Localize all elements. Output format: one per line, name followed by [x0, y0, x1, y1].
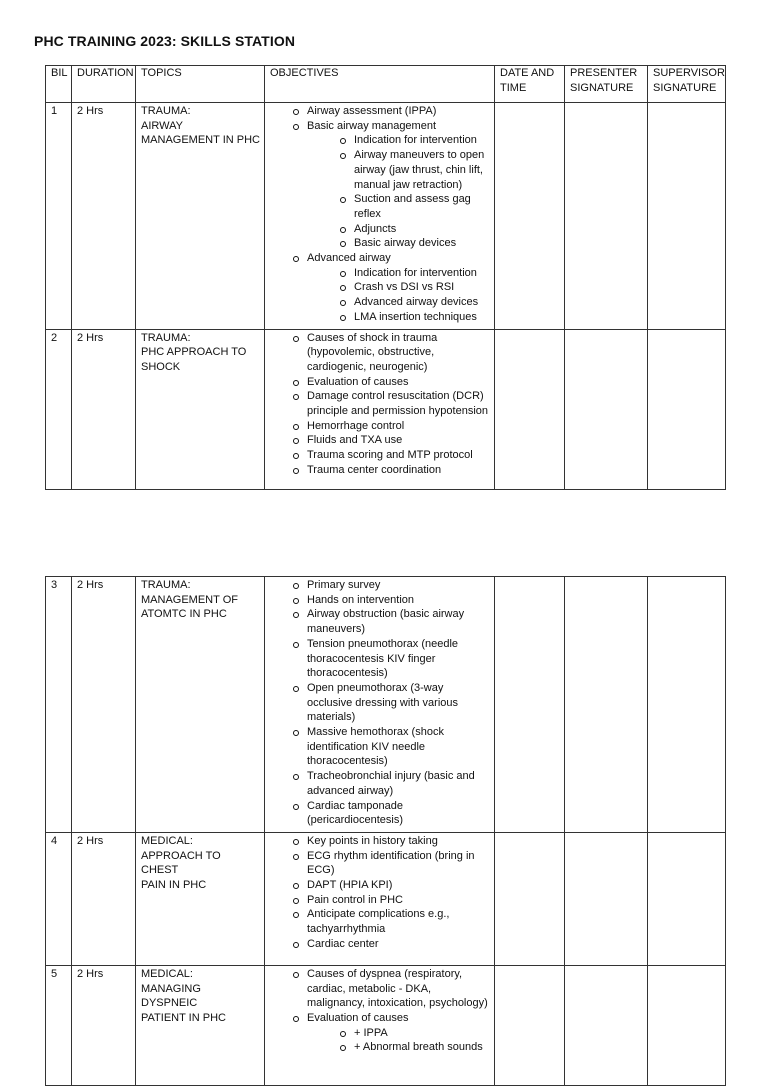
cell-objectives — [265, 577, 495, 833]
cell-topic — [136, 103, 265, 330]
objective-item: Primary survey — [293, 578, 490, 593]
topic-line: TRAUMA: — [141, 105, 191, 117]
cell-duration: 2 Hrs — [72, 965, 136, 1085]
objective-item: Cardiac tamponade (pericardiocentesis) — [293, 799, 490, 828]
objective-item — [293, 1011, 490, 1055]
cell-date-time[interactable] — [495, 832, 565, 965]
header-objectives: OBJECTIVES — [265, 66, 495, 103]
header-supervisor-line: SUPERVISOR — [653, 67, 725, 79]
topic-line: MANAGING DYSPNEIC — [141, 982, 201, 1010]
sub-objective-item: Indication for intervention — [340, 266, 490, 281]
topic-line: MANAGEMENT OF — [141, 593, 238, 606]
cell-objectives — [265, 329, 495, 489]
header-date-time-line: DATE AND — [500, 67, 555, 79]
cell-topic — [136, 577, 265, 833]
objective-list — [270, 967, 490, 1055]
header-supervisor-line: SIGNATURE — [653, 81, 717, 94]
topic-line: ATOMTC IN PHC — [141, 608, 227, 621]
cell-supervisor-signature[interactable] — [648, 329, 726, 489]
cell-supervisor-signature[interactable] — [648, 832, 726, 965]
cell-date-time[interactable] — [495, 103, 565, 330]
sub-objective-item: Basic airway devices — [340, 236, 490, 251]
cell-presenter-signature[interactable] — [565, 329, 648, 489]
objective-list — [270, 331, 490, 478]
header-date-time-line: TIME — [500, 81, 527, 94]
objective-item: Massive hemothorax (shock identification KIV needle thoracocentesis) — [293, 725, 490, 769]
cell-bil: 3 — [46, 577, 72, 833]
cell-presenter-signature[interactable] — [565, 577, 648, 833]
cell-date-time[interactable] — [495, 577, 565, 833]
sub-objective-item: LMA insertion techniques — [340, 310, 490, 325]
objective-item: Open pneumothorax (3-way occlusive dressing with various materials) — [293, 681, 490, 725]
table-row — [46, 577, 726, 833]
sub-objective-item: Airway maneuvers to open airway (jaw thrust, chin lift, manual jaw retraction) — [340, 148, 490, 192]
cell-date-time[interactable] — [495, 965, 565, 1085]
sub-objective-item: Suction and assess gag reflex — [340, 192, 490, 221]
cell-presenter-signature[interactable] — [565, 103, 648, 330]
header-presenter-signature — [565, 66, 648, 103]
sub-objective-item: Indication for intervention — [340, 133, 490, 148]
header-presenter-line: PRESENTER — [570, 67, 638, 79]
topic-line: AIRWAY — [141, 119, 183, 132]
topic-line: APPROACH TO CHEST — [141, 849, 221, 877]
objective-item — [293, 251, 490, 325]
objective-item: Hands on intervention — [293, 593, 490, 608]
cell-bil: 4 — [46, 832, 72, 965]
cell-objectives — [265, 965, 495, 1085]
objective-item: Hemorrhage control — [293, 419, 490, 434]
objective-item: Trauma scoring and MTP protocol — [293, 448, 490, 463]
cell-topic — [136, 329, 265, 489]
cell-duration: 2 Hrs — [72, 577, 136, 833]
header-date-time — [495, 66, 565, 103]
cell-topic — [136, 965, 265, 1085]
objective-item: DAPT (HPIA KPI) — [293, 878, 490, 893]
cell-duration: 2 Hrs — [72, 329, 136, 489]
cell-objectives — [265, 103, 495, 330]
objective-item: Causes of dyspnea (respiratory, cardiac, metabolic - DKA, malignancy, intoxication, psychology) — [293, 967, 490, 1011]
header-bil: BIL — [46, 66, 72, 103]
cell-duration: 2 Hrs — [72, 832, 136, 965]
objective-item: Damage control resuscitation (DCR) principle and permission hypotension — [293, 389, 490, 418]
topic-line: TRAUMA: — [141, 579, 191, 591]
sub-objective-item: Adjuncts — [340, 222, 490, 237]
sub-objective-list — [307, 266, 490, 325]
cell-presenter-signature[interactable] — [565, 832, 648, 965]
sub-objective-list — [307, 1026, 490, 1055]
cell-duration: 2 Hrs — [72, 103, 136, 330]
objective-item — [293, 104, 490, 119]
cell-bil: 1 — [46, 103, 72, 330]
objective-item: ECG rhythm identification (bring in ECG) — [293, 849, 490, 878]
table-row — [46, 965, 726, 1085]
cell-bil: 2 — [46, 329, 72, 489]
objective-list — [270, 834, 490, 952]
objective-item — [293, 119, 490, 251]
objective-item: Key points in history taking — [293, 834, 490, 849]
header-supervisor-signature — [648, 66, 726, 103]
topic-line: PATIENT IN PHC — [141, 1012, 226, 1025]
objective-list — [270, 104, 490, 325]
topic-line: MEDICAL: — [141, 967, 193, 980]
cell-date-time[interactable] — [495, 329, 565, 489]
objective-item: Evaluation of causes — [293, 375, 490, 390]
objective-item: Tension pneumothorax (needle thoracocentesis KIV finger thoracocentesis) — [293, 637, 490, 681]
topic-line: PAIN IN PHC — [141, 879, 207, 892]
topic-line: MANAGEMENT IN PHC — [141, 134, 260, 147]
objective-item: Cardiac center — [293, 937, 490, 952]
document-title: PHC TRAINING 2023: SKILLS STATION — [34, 33, 296, 49]
objective-item: Causes of shock in trauma (hypovolemic, obstructive, cardiogenic, neurogenic) — [293, 331, 490, 375]
cell-topic — [136, 832, 265, 965]
objective-item: Tracheobronchial injury (basic and advanced airway) — [293, 769, 490, 798]
sub-objective-item: + Abnormal breath sounds — [340, 1040, 490, 1055]
objective-item: Fluids and TXA use — [293, 433, 490, 448]
topic-line: TRAUMA: — [141, 331, 191, 344]
objective-text: Advanced airway — [307, 252, 391, 265]
objective-text: Airway assessment (IPPA) — [307, 105, 437, 117]
sub-objective-item: Advanced airway devices — [340, 295, 490, 310]
objective-item: Airway obstruction (basic airway maneuvers) — [293, 607, 490, 636]
cell-objectives — [265, 832, 495, 965]
sub-objective-item: + IPPA — [340, 1026, 490, 1041]
objective-item: Trauma center coordination — [293, 463, 490, 478]
table-row — [46, 832, 726, 965]
topic-line: MEDICAL: — [141, 834, 193, 847]
cell-supervisor-signature[interactable] — [648, 577, 726, 833]
cell-supervisor-signature[interactable] — [648, 965, 726, 1085]
sub-objective-item: Crash vs DSI vs RSI — [340, 280, 490, 295]
objective-item: Anticipate complications e.g., tachyarrhythmia — [293, 907, 490, 936]
topic-line: PHC APPROACH TO — [141, 346, 247, 359]
table-header-row — [46, 66, 726, 103]
header-topics: TOPICS — [136, 66, 265, 103]
objective-list — [270, 578, 490, 828]
cell-presenter-signature[interactable] — [565, 965, 648, 1085]
table-row — [46, 329, 726, 489]
objective-item: Pain control in PHC — [293, 893, 490, 908]
skills-station-table — [45, 65, 726, 490]
table-row — [46, 103, 726, 330]
header-duration: DURATION — [72, 66, 136, 103]
objective-text: Basic airway management — [307, 119, 437, 132]
cell-supervisor-signature[interactable] — [648, 103, 726, 330]
topic-line: SHOCK — [141, 360, 181, 373]
sub-objective-list — [307, 133, 490, 251]
cell-bil: 5 — [46, 965, 72, 1085]
skills-station-table-continued — [45, 576, 726, 1086]
objective-text: Evaluation of causes — [307, 1012, 409, 1025]
header-presenter-line: SIGNATURE — [570, 81, 634, 94]
